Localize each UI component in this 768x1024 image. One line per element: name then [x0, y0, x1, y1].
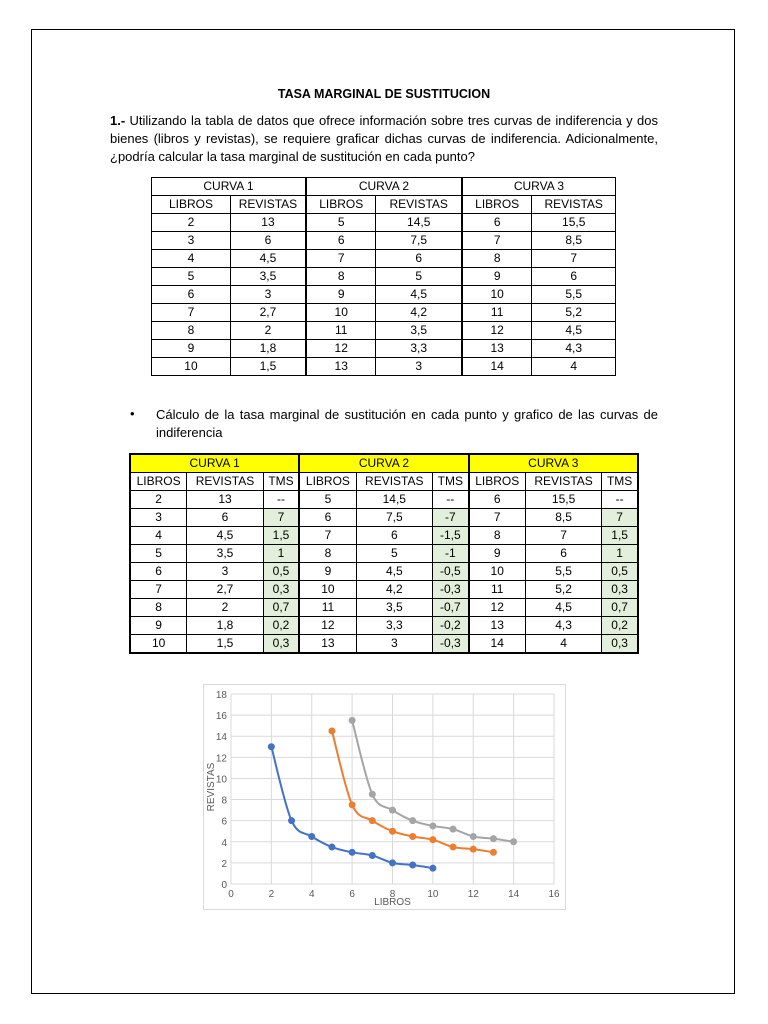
- x-tick-label: 16: [548, 889, 560, 900]
- table-cell: 4,2: [376, 304, 462, 322]
- table-cell: 15,5: [532, 214, 616, 232]
- curve-header: CURVA 3: [469, 454, 638, 473]
- table-cell: 9: [299, 563, 356, 581]
- y-tick-label: 8: [221, 795, 227, 807]
- column-header-libros: LIBROS: [130, 473, 187, 491]
- table-cell: 9: [462, 268, 532, 286]
- table-cell: 10: [306, 304, 376, 322]
- exercise-number: 1.-: [110, 113, 126, 128]
- tms-cell: -0,2: [433, 617, 469, 635]
- table-cell: 5: [356, 545, 432, 563]
- column-header-libros: LIBROS: [306, 196, 376, 214]
- table-cell: 13: [306, 358, 376, 376]
- table-cell: 7,5: [376, 232, 462, 250]
- table-cell: 6: [462, 214, 532, 232]
- table-cell: 7: [525, 527, 601, 545]
- table-cell: 2: [230, 322, 306, 340]
- data-point: [349, 801, 356, 808]
- tms-cell: 0,3: [602, 581, 638, 599]
- y-axis-label: REVISTAS: [206, 762, 217, 812]
- table-cell: 12: [299, 617, 356, 635]
- bullet-marker: •: [130, 406, 135, 421]
- table-cell: 4,5: [230, 250, 306, 268]
- table-cell: 9: [130, 617, 187, 635]
- x-tick-label: 4: [308, 889, 315, 900]
- column-header-revistas: REVISTAS: [356, 473, 432, 491]
- table-cell: 8: [462, 250, 532, 268]
- column-header-revistas: REVISTAS: [230, 196, 306, 214]
- table-cell: 5: [306, 214, 376, 232]
- data-point: [369, 817, 376, 824]
- table-row: [152, 304, 616, 322]
- data-point: [369, 791, 376, 798]
- table-cell: 5,5: [525, 563, 601, 581]
- data-point: [409, 833, 416, 840]
- table-cell: 7: [469, 509, 526, 527]
- column-header-revistas: REVISTAS: [525, 473, 601, 491]
- table-cell: 3: [356, 635, 432, 654]
- table-cell: 6: [356, 527, 432, 545]
- y-tick-label: 6: [221, 816, 227, 828]
- column-header-libros: LIBROS: [469, 473, 526, 491]
- table-cell: 4,2: [356, 581, 432, 599]
- tms-cell: --: [602, 491, 638, 509]
- curve-header: CURVA 3: [462, 178, 616, 196]
- table-cell: 1,5: [187, 635, 263, 654]
- table-cell: 6: [152, 286, 231, 304]
- table-cell: 4: [130, 527, 187, 545]
- table-cell: 12: [306, 340, 376, 358]
- table-cell: 6: [306, 232, 376, 250]
- data-point: [409, 862, 416, 869]
- table-cell: 6: [299, 509, 356, 527]
- table-cell: 3: [130, 509, 187, 527]
- table-cell: 10: [130, 635, 187, 654]
- y-tick-label: 14: [215, 732, 227, 744]
- table-row: [130, 635, 638, 654]
- table-cell: 1,8: [187, 617, 263, 635]
- data-point: [429, 865, 436, 872]
- table-row: [130, 617, 638, 635]
- table-cell: 12: [462, 322, 532, 340]
- table-row: [152, 286, 616, 304]
- table-cell: 4,3: [532, 340, 616, 358]
- data-point: [268, 743, 275, 750]
- table-cell: 4: [525, 635, 601, 654]
- table-cell: 12: [469, 599, 526, 617]
- curve-header: CURVA 2: [299, 454, 468, 473]
- data-point: [409, 817, 416, 824]
- table-cell: 4,5: [356, 563, 432, 581]
- table-cell: 6: [187, 509, 263, 527]
- table-cell: 7: [299, 527, 356, 545]
- table-cell: 7: [130, 581, 187, 599]
- table-cell: 11: [299, 599, 356, 617]
- table-cell: 5,2: [525, 581, 601, 599]
- table-cell: 6: [525, 545, 601, 563]
- table-cell: 7: [462, 232, 532, 250]
- curve-header: CURVA 1: [130, 454, 299, 473]
- table-cell: 4,3: [525, 617, 601, 635]
- table-cell: 9: [469, 545, 526, 563]
- y-tick-label: 12: [215, 753, 227, 765]
- table-cell: 4,5: [525, 599, 601, 617]
- table-row: [130, 491, 638, 509]
- data-point: [389, 859, 396, 866]
- table-cell: 4,5: [187, 527, 263, 545]
- bullet-text: Cálculo de la tasa marginal de sustitución en cada punto y grafico de las curvas de indiferencia: [156, 407, 658, 440]
- tms-cell: -1,5: [433, 527, 469, 545]
- column-header-tms: TMS: [602, 473, 638, 491]
- data-point: [429, 836, 436, 843]
- data-point: [450, 844, 457, 851]
- table-row: [130, 599, 638, 617]
- column-header-libros: LIBROS: [152, 196, 231, 214]
- tms-table: [129, 453, 639, 654]
- data-point: [470, 846, 477, 853]
- y-tick-label: 10: [215, 774, 227, 786]
- table-cell: 6: [469, 491, 526, 509]
- table-cell: 13: [187, 491, 263, 509]
- table-cell: 7: [306, 250, 376, 268]
- data-point: [490, 835, 497, 842]
- tms-cell: 0,2: [602, 617, 638, 635]
- tms-cell: 0,2: [263, 617, 299, 635]
- table-row: [130, 581, 638, 599]
- table-cell: 5: [152, 268, 231, 286]
- table-cell: 6: [376, 250, 462, 268]
- table-cell: 6: [532, 268, 616, 286]
- table-cell: 14: [462, 358, 532, 376]
- tms-cell: 7: [602, 509, 638, 527]
- indifference-chart: [203, 684, 566, 910]
- tms-cell: 0,3: [263, 635, 299, 654]
- table-cell: 3: [187, 563, 263, 581]
- tms-cell: 1,5: [602, 527, 638, 545]
- table-cell: 7: [532, 250, 616, 268]
- tms-cell: -1: [433, 545, 469, 563]
- x-tick-label: 6: [349, 889, 355, 900]
- table-cell: 3,5: [356, 599, 432, 617]
- table-cell: 6: [130, 563, 187, 581]
- column-header-revistas: REVISTAS: [376, 196, 462, 214]
- data-point: [389, 807, 396, 814]
- tms-cell: 1: [263, 545, 299, 563]
- tms-cell: --: [263, 491, 299, 509]
- table-cell: 3,3: [356, 617, 432, 635]
- x-tick-label: 14: [508, 889, 520, 900]
- tms-cell: 7: [263, 509, 299, 527]
- table-cell: 5: [130, 545, 187, 563]
- table-cell: 4,5: [532, 322, 616, 340]
- tms-cell: 1,5: [263, 527, 299, 545]
- table-cell: 7,5: [356, 509, 432, 527]
- table-cell: 11: [306, 322, 376, 340]
- table-cell: 3,5: [230, 268, 306, 286]
- tms-cell: 0,7: [602, 599, 638, 617]
- table-cell: 10: [152, 358, 231, 376]
- table-cell: 9: [152, 340, 231, 358]
- data-point: [288, 817, 295, 824]
- table-cell: 2: [152, 214, 231, 232]
- table-cell: 8,5: [532, 232, 616, 250]
- data-point: [328, 727, 335, 734]
- table-cell: 8: [130, 599, 187, 617]
- table-cell: 8,5: [525, 509, 601, 527]
- chart-svg: [204, 685, 565, 909]
- table-cell: 3: [230, 286, 306, 304]
- curve-header: CURVA 1: [152, 178, 306, 196]
- tms-cell: -7: [433, 509, 469, 527]
- data-point: [450, 826, 457, 833]
- data-point: [510, 838, 517, 845]
- table-row: [130, 509, 638, 527]
- tms-cell: -0,3: [433, 581, 469, 599]
- table-cell: 11: [469, 581, 526, 599]
- table-cell: 8: [469, 527, 526, 545]
- table-row: [152, 322, 616, 340]
- column-header-revistas: REVISTAS: [187, 473, 263, 491]
- table-cell: 5: [376, 268, 462, 286]
- table-cell: 14,5: [376, 214, 462, 232]
- table-cell: 6: [230, 232, 306, 250]
- tms-cell: 0,7: [263, 599, 299, 617]
- x-tick-label: 8: [389, 889, 396, 900]
- table-row: [152, 340, 616, 358]
- intro-text: Utilizando la tabla de datos que ofrece información sobre tres curvas de indiferencia y dos bienes (libros y revistas), se requiere graficar dichas curvas de indiferencia. Adicionalmente, ¿podría calcular la tasa marginal de sustitución en cada punto?: [110, 113, 658, 164]
- table-cell: 4: [152, 250, 231, 268]
- y-tick-label: 16: [215, 711, 227, 723]
- tms-cell: 0,3: [602, 635, 638, 654]
- data-point: [328, 844, 335, 851]
- table-cell: 4,5: [376, 286, 462, 304]
- data-point: [490, 849, 497, 856]
- data-point: [389, 828, 396, 835]
- table-cell: 10: [462, 286, 532, 304]
- x-tick-label: 2: [268, 889, 275, 900]
- table-row: [130, 563, 638, 581]
- table-cell: 9: [306, 286, 376, 304]
- table-cell: 14,5: [356, 491, 432, 509]
- table-cell: 2,7: [187, 581, 263, 599]
- y-tick-label: 0: [221, 880, 227, 891]
- table-cell: 2: [187, 599, 263, 617]
- data-point: [470, 833, 477, 840]
- table-cell: 13: [230, 214, 306, 232]
- x-tick-label: 12: [467, 889, 479, 900]
- intro-paragraph: [110, 112, 658, 166]
- table-cell: 8: [306, 268, 376, 286]
- data-point: [369, 852, 376, 859]
- table-cell: 4: [532, 358, 616, 376]
- table-cell: 15,5: [525, 491, 601, 509]
- data-point: [349, 849, 356, 856]
- table-cell: 5: [299, 491, 356, 509]
- tms-cell: -0,7: [433, 599, 469, 617]
- curve-header: CURVA 2: [306, 178, 462, 196]
- table-cell: 3: [376, 358, 462, 376]
- column-header-tms: TMS: [433, 473, 469, 491]
- table-row: [152, 358, 616, 376]
- table-cell: 3,3: [376, 340, 462, 358]
- tms-cell: 1: [602, 545, 638, 563]
- table-cell: 13: [299, 635, 356, 654]
- table-cell: 13: [469, 617, 526, 635]
- column-header-revistas: REVISTAS: [532, 196, 616, 214]
- table-cell: 1,5: [230, 358, 306, 376]
- table-cell: 3,5: [187, 545, 263, 563]
- table-row: [152, 232, 616, 250]
- table-row: [152, 214, 616, 232]
- column-header-tms: TMS: [263, 473, 299, 491]
- table-cell: 13: [462, 340, 532, 358]
- table-cell: 8: [299, 545, 356, 563]
- table-cell: 10: [299, 581, 356, 599]
- table-cell: 7: [152, 304, 231, 322]
- tms-cell: 0,5: [263, 563, 299, 581]
- table-row: [130, 527, 638, 545]
- table-cell: 8: [152, 322, 231, 340]
- table-cell: 2,7: [230, 304, 306, 322]
- table-cell: 10: [469, 563, 526, 581]
- table-cell: 5,5: [532, 286, 616, 304]
- data-table: [151, 177, 616, 376]
- y-tick-label: 18: [215, 690, 227, 701]
- tms-cell: -0,3: [433, 635, 469, 654]
- column-header-libros: LIBROS: [462, 196, 532, 214]
- document-title: TASA MARGINAL DE SUSTITUCION: [277, 87, 491, 101]
- data-point: [429, 822, 436, 829]
- tms-cell: --: [433, 491, 469, 509]
- data-point: [349, 717, 356, 724]
- tms-cell: -0,5: [433, 563, 469, 581]
- tms-cell: 0,3: [263, 581, 299, 599]
- y-tick-label: 4: [221, 837, 227, 849]
- column-header-libros: LIBROS: [299, 473, 356, 491]
- table-cell: 3: [152, 232, 231, 250]
- table-cell: 1,8: [230, 340, 306, 358]
- y-tick-label: 2: [221, 858, 227, 870]
- table-cell: 11: [462, 304, 532, 322]
- table-cell: 3,5: [376, 322, 462, 340]
- x-axis-label: LIBROS: [374, 897, 411, 908]
- table-cell: 14: [469, 635, 526, 654]
- table-cell: 2: [130, 491, 187, 509]
- table-row: [130, 545, 638, 563]
- x-tick-label: 0: [228, 889, 234, 900]
- table-row: [152, 268, 616, 286]
- tms-cell: 0,5: [602, 563, 638, 581]
- table-cell: 5,2: [532, 304, 616, 322]
- table-row: [152, 250, 616, 268]
- x-tick-label: 10: [427, 889, 439, 900]
- data-point: [308, 833, 315, 840]
